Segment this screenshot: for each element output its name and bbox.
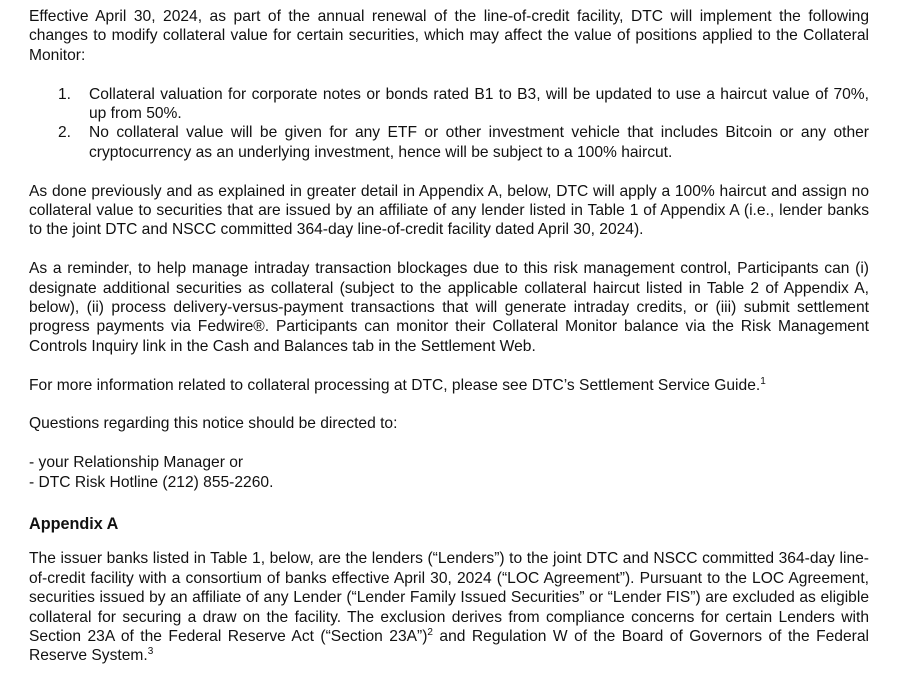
list-item (58, 123, 869, 162)
changes-list (29, 85, 869, 163)
appendix-heading: Appendix A (29, 515, 119, 534)
reminder-paragraph: As a reminder, to help manage intraday transaction blockages due to this risk management control, Participants can (i) designate additional securities as collateral (subject to the applicable collateral haircut listed in Table 2 of Appendix A, below), (ii) process delivery-versus-payment transactions that will generate intraday credits, or (iii) submit settlement progress payments via Fedwire®. Participants can monitor their Collateral Monitor balance via the Risk Management Controls Inquiry link in the Cash and Balances tab in the Settlement Web. (29, 260, 869, 355)
list-item-text: No collateral value will be given for any ETF or other investment vehicle that includes Bitcoin or any other cryptocurrency as an underlying investment, hence will be subject to a 100% haircut. (89, 124, 869, 161)
list-item (58, 85, 869, 124)
footnote-marker-2: 2 (427, 627, 433, 639)
footnote-marker-1: 1 (760, 375, 766, 387)
appendix-text-part2: and Regulation W of the Board of Governors of the Federal Reserve System. (29, 628, 869, 665)
footnote-marker-3: 3 (147, 646, 154, 658)
more-info-paragraph (29, 376, 869, 395)
appendix-text-part1: The issuer banks listed in Table 1, below, are the lenders (“Lenders”) to the joint DTC and NSCC committed 364-day line-of-credit facility with a consortium of banks effective April 30, 2024 (“LOC Agreement”). Pursuant to the LOC Agreement, securities issued by an affiliate of any Lender (“Lender Family Issued Securities” or “Lender FIS”) are excluded as eligible collateral for securing a draw on the facility. The exclusion derives from compliance concerns for certain Lenders with Section 23A of the Federal Reserve Act (“Section 23A”) (29, 550, 869, 646)
appendix-haircut-paragraph: As done previously and as explained in greater detail in Appendix A, below, DTC will apply a 100% haircut and assign no collateral value to securities that are issued by an affiliate of any lender listed in Table 1 of Appendix A (i.e., lender banks to the joint DTC and NSCC committed 364-day line-of-credit facility dated April 30, 2024). (29, 182, 869, 239)
list-item-number: 1. (58, 85, 72, 103)
list-item-number: 2. (58, 124, 72, 142)
questions-paragraph: Questions regarding this notice should be directed to: (29, 415, 398, 433)
contact-risk-hotline: - DTC Risk Hotline (212) 855-2260. (29, 473, 274, 491)
appendix-paragraph (29, 549, 869, 665)
list-item-text: Collateral valuation for corporate notes or bonds rated B1 to B3, will be updated to use a haircut value of 70%, up from 50%. (89, 85, 869, 123)
contact-relationship-manager: - your Relationship Manager or (29, 454, 244, 472)
contacts-list (29, 453, 869, 492)
intro-paragraph: Effective April 30, 2024, as part of the annual renewal of the line-of-credit facility, DTC will implement the following changes to modify collateral value for certain securities, which may affect the value of positions applied to the Collateral Monitor: (29, 8, 869, 64)
more-info-text: For more information related to collateral processing at DTC, please see DTC’s Settlement Service Guide. (29, 376, 761, 394)
